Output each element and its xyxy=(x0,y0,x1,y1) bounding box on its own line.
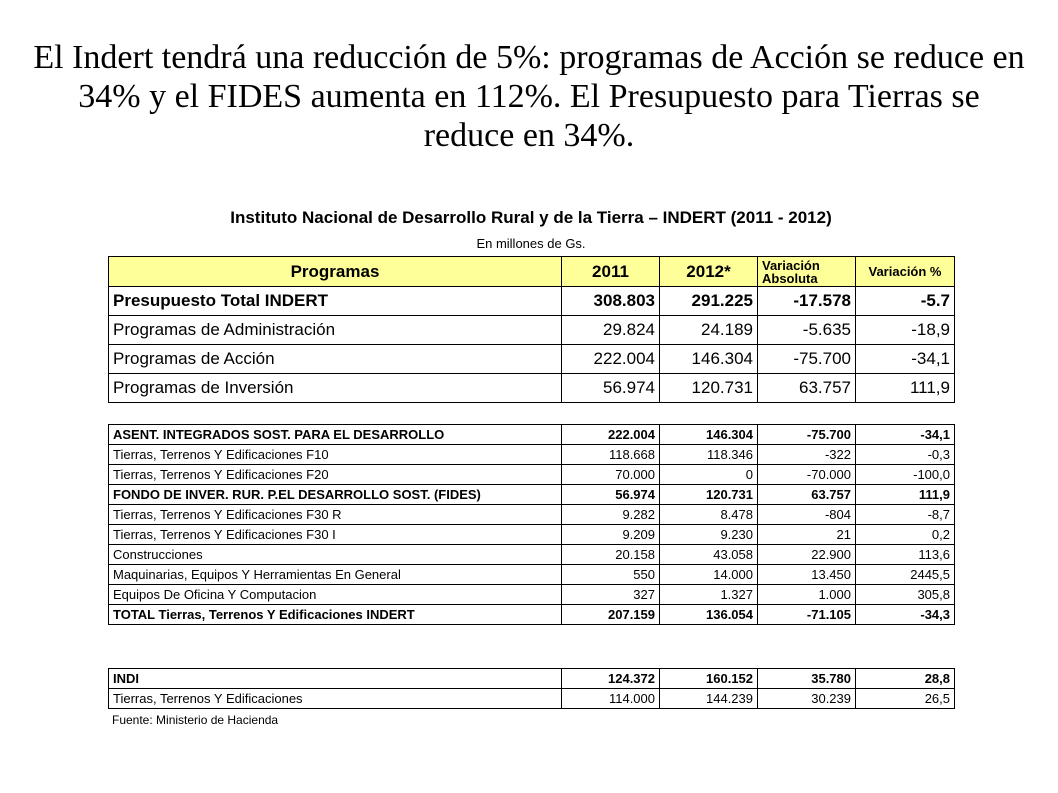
cell-2011: 118.668 xyxy=(562,445,660,465)
row-label: Tierras, Terrenos Y Edificaciones F30 R xyxy=(109,505,562,525)
cell-abs: 1.000 xyxy=(758,585,856,605)
cell-pct: 0,2 xyxy=(856,525,955,545)
cell-pct: 113,6 xyxy=(856,545,955,565)
cell-pct: 305,8 xyxy=(856,585,955,605)
cell-2012: 291.225 xyxy=(660,287,758,316)
table-row xyxy=(109,465,955,485)
cell-2011: 222.004 xyxy=(562,345,660,374)
table-row xyxy=(109,565,955,585)
cell-2012: 136.054 xyxy=(660,605,758,625)
cell-pct: 111,9 xyxy=(856,485,955,505)
table-row xyxy=(109,585,955,605)
table-row xyxy=(109,525,955,545)
cell-abs: -322 xyxy=(758,445,856,465)
table-row xyxy=(109,545,955,565)
row-label: FONDO DE INVER. RUR. P.EL DESARROLLO SOST. (FIDES) xyxy=(109,485,562,505)
cell-2011: 29.824 xyxy=(562,316,660,345)
cell-2012: 43.058 xyxy=(660,545,758,565)
cell-2012: 160.152 xyxy=(660,669,758,689)
cell-2011: 56.974 xyxy=(562,374,660,403)
table-row xyxy=(109,287,955,316)
cell-2012: 118.346 xyxy=(660,445,758,465)
cell-2011: 20.158 xyxy=(562,545,660,565)
cell-abs: 22.900 xyxy=(758,545,856,565)
cell-abs: 21 xyxy=(758,525,856,545)
row-label: Tierras, Terrenos Y Edificaciones F30 I xyxy=(109,525,562,545)
cell-2012: 1.327 xyxy=(660,585,758,605)
cell-2012: 120.731 xyxy=(660,374,758,403)
row-label: Programas de Inversión xyxy=(109,374,562,403)
cell-2011: 222.004 xyxy=(562,425,660,445)
cell-2011: 56.974 xyxy=(562,485,660,505)
cell-abs: 63.757 xyxy=(758,485,856,505)
table-row xyxy=(109,669,955,689)
cell-abs: -75.700 xyxy=(758,425,856,445)
table-row xyxy=(109,316,955,345)
cell-pct: -34,1 xyxy=(856,425,955,445)
row-label: Construcciones xyxy=(109,545,562,565)
cell-2012: 146.304 xyxy=(660,425,758,445)
table-row xyxy=(109,345,955,374)
cell-abs: -5.635 xyxy=(758,316,856,345)
table-row xyxy=(109,485,955,505)
cell-2011: 327 xyxy=(562,585,660,605)
cell-2012: 0 xyxy=(660,465,758,485)
source-note: Fuente: Ministerio de Hacienda xyxy=(112,713,279,727)
cell-abs: 63.757 xyxy=(758,374,856,403)
header-2012: 2012* xyxy=(660,257,758,287)
row-label: ASENT. INTEGRADOS SOST. PARA EL DESARROLLO xyxy=(109,425,562,445)
header-2011: 2011 xyxy=(562,257,660,287)
cell-2011: 124.372 xyxy=(562,669,660,689)
cell-abs: -17.578 xyxy=(758,287,856,316)
row-label: Tierras, Terrenos Y Edificaciones F10 xyxy=(109,445,562,465)
header-variacion-pct: Variación % xyxy=(856,257,955,287)
cell-2012: 14.000 xyxy=(660,565,758,585)
row-label: Tierras, Terrenos Y Edificaciones xyxy=(109,689,562,709)
cell-2012: 146.304 xyxy=(660,345,758,374)
cell-abs: -75.700 xyxy=(758,345,856,374)
table-unit: En millones de Gs. xyxy=(476,236,586,251)
cell-2011: 207.159 xyxy=(562,605,660,625)
cell-pct: -100,0 xyxy=(856,465,955,485)
row-label: Equipos De Oficina Y Computacion xyxy=(109,585,562,605)
cell-pct: 26,5 xyxy=(856,689,955,709)
cell-abs: 30.239 xyxy=(758,689,856,709)
detail-table xyxy=(108,424,955,625)
row-label: Programas de Acción xyxy=(109,345,562,374)
table-title: Instituto Nacional de Desarrollo Rural y de la Tierra – INDERT (2011 - 2012) xyxy=(230,208,832,227)
row-label: Presupuesto Total INDERT xyxy=(109,287,562,316)
indi-table xyxy=(108,668,955,709)
cell-2011: 114.000 xyxy=(562,689,660,709)
table-row xyxy=(109,605,955,625)
summary-table xyxy=(108,256,955,403)
table-row xyxy=(109,425,955,445)
cell-2011: 9.282 xyxy=(562,505,660,525)
summary-header-row xyxy=(109,257,955,287)
header-programas: Programas xyxy=(109,257,562,287)
table-row xyxy=(109,505,955,525)
cell-2012: 8.478 xyxy=(660,505,758,525)
cell-abs: 13.450 xyxy=(758,565,856,585)
row-label: TOTAL Tierras, Terrenos Y Edificaciones INDERT xyxy=(109,605,562,625)
row-label: Tierras, Terrenos Y Edificaciones F20 xyxy=(109,465,562,485)
table-row xyxy=(109,445,955,465)
cell-pct: -5.7 xyxy=(856,287,955,316)
row-label: INDI xyxy=(109,669,562,689)
cell-2012: 24.189 xyxy=(660,316,758,345)
cell-pct: -34,3 xyxy=(856,605,955,625)
cell-abs: -70.000 xyxy=(758,465,856,485)
row-label: Maquinarias, Equipos Y Herramientas En General xyxy=(109,565,562,585)
table-row xyxy=(109,374,955,403)
cell-pct: -18,9 xyxy=(856,316,955,345)
slide-headline: El Indert tendrá una reducción de 5%: programas de Acción se reduce en 34% y el FIDES aumenta en 112%. El Presupuesto para Tierras se reduce en 34%. xyxy=(33,39,1025,154)
cell-pct: 28,8 xyxy=(856,669,955,689)
cell-2011: 308.803 xyxy=(562,287,660,316)
header-variacion-absoluta: Variación Absoluta xyxy=(758,257,856,287)
cell-2012: 9.230 xyxy=(660,525,758,545)
cell-pct: -8,7 xyxy=(856,505,955,525)
table-row xyxy=(109,689,955,709)
cell-2012: 144.239 xyxy=(660,689,758,709)
cell-pct: 2445,5 xyxy=(856,565,955,585)
cell-abs: 35.780 xyxy=(758,669,856,689)
cell-pct: -0,3 xyxy=(856,445,955,465)
cell-2012: 120.731 xyxy=(660,485,758,505)
cell-abs: -71.105 xyxy=(758,605,856,625)
cell-2011: 70.000 xyxy=(562,465,660,485)
cell-pct: 111,9 xyxy=(856,374,955,403)
cell-pct: -34,1 xyxy=(856,345,955,374)
cell-abs: -804 xyxy=(758,505,856,525)
row-label: Programas de Administración xyxy=(109,316,562,345)
cell-2011: 9.209 xyxy=(562,525,660,545)
cell-2011: 550 xyxy=(562,565,660,585)
